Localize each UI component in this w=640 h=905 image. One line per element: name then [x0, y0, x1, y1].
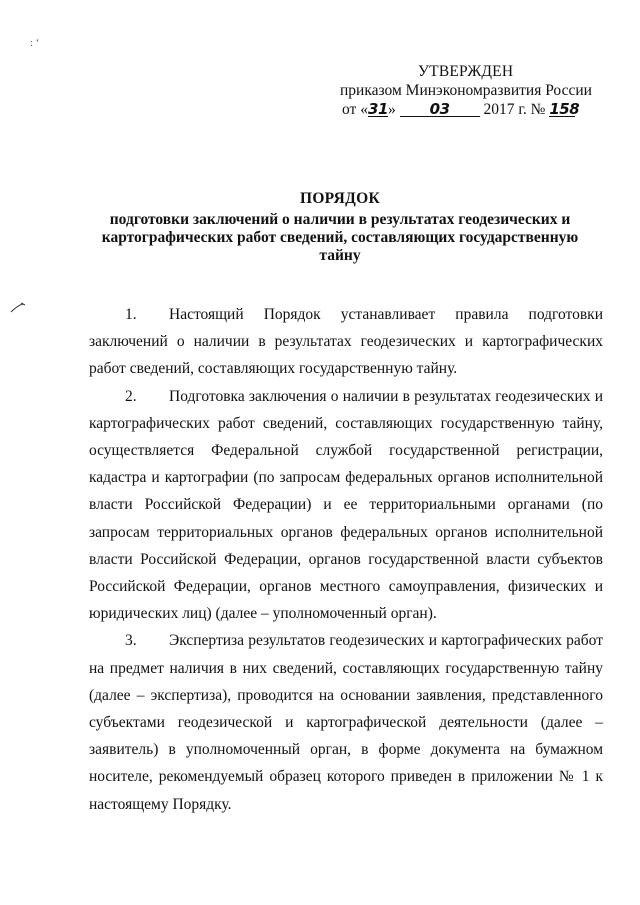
date-year: 2017 г. № [483, 101, 546, 118]
scan-speck-mark: : ‘ [30, 37, 40, 49]
date-month: 03 [400, 102, 480, 117]
paragraph-number: 1. [125, 306, 137, 323]
paragraph-1 [89, 301, 603, 383]
paragraph-text: Подготовка заключения о наличии в результатах геодезических и картографических работ сведений, составляющих государственную тайну, осуществляется Федеральной службой государственной регистрации, кадастра и картографии (по запросам федеральных органов исполнительной власти Российской Федерации) и ее территориальными органами (по запросам территориальных органов федеральных органов исполнительной власти Российской Федерации, органов государственной власти субъектов Российской Федерации, органов местного самоуправления, физических и юридических лиц) (далее – уполномоченный орган). [89, 387, 603, 623]
document-title: ПОРЯДОК [299, 190, 381, 207]
date-day: 31 [368, 100, 388, 118]
approval-order-line: приказом Минэкономразвития России [340, 82, 592, 99]
date-mid: » [387, 101, 396, 118]
paragraph-2 [89, 383, 603, 628]
paragraph-number: 3. [125, 632, 137, 650]
document-subtitle: подготовки заключений о наличии в результатах геодезических и картографических работ сведений, составляющих государственную тайну [101, 211, 579, 264]
paragraph-text: Экспертиза результатов геодезических и картографических работ на предмет наличия в них сведений, составляющих государственную тайну (далее – экспертиза), проводится на основании заявления, представленного субъектами геодезической и картографической деятельности (далее – заявитель) в уполномоченный орган, в форме документа на бумажном носителе, рекомендуемый образец которого приведен в приложении № 1 к настоящему Порядку. [89, 632, 603, 813]
paragraph-3 [89, 627, 603, 817]
approval-heading: УТВЕРЖДЕН [418, 63, 514, 80]
document-title-block [80, 190, 600, 265]
order-number: 158 [549, 100, 580, 118]
date-prefix: от « [342, 101, 368, 118]
paragraph-number: 2. [125, 387, 137, 405]
approval-block [340, 62, 610, 119]
paragraph-text: Настоящий Порядок устанавливает правила подготовки заключений о наличии в результатах геодезических и картографических работ сведений, составляющих государственную тайну. [89, 306, 603, 378]
document-body [89, 301, 603, 818]
approval-date-line [342, 100, 610, 119]
pen-stroke-mark [10, 300, 28, 314]
